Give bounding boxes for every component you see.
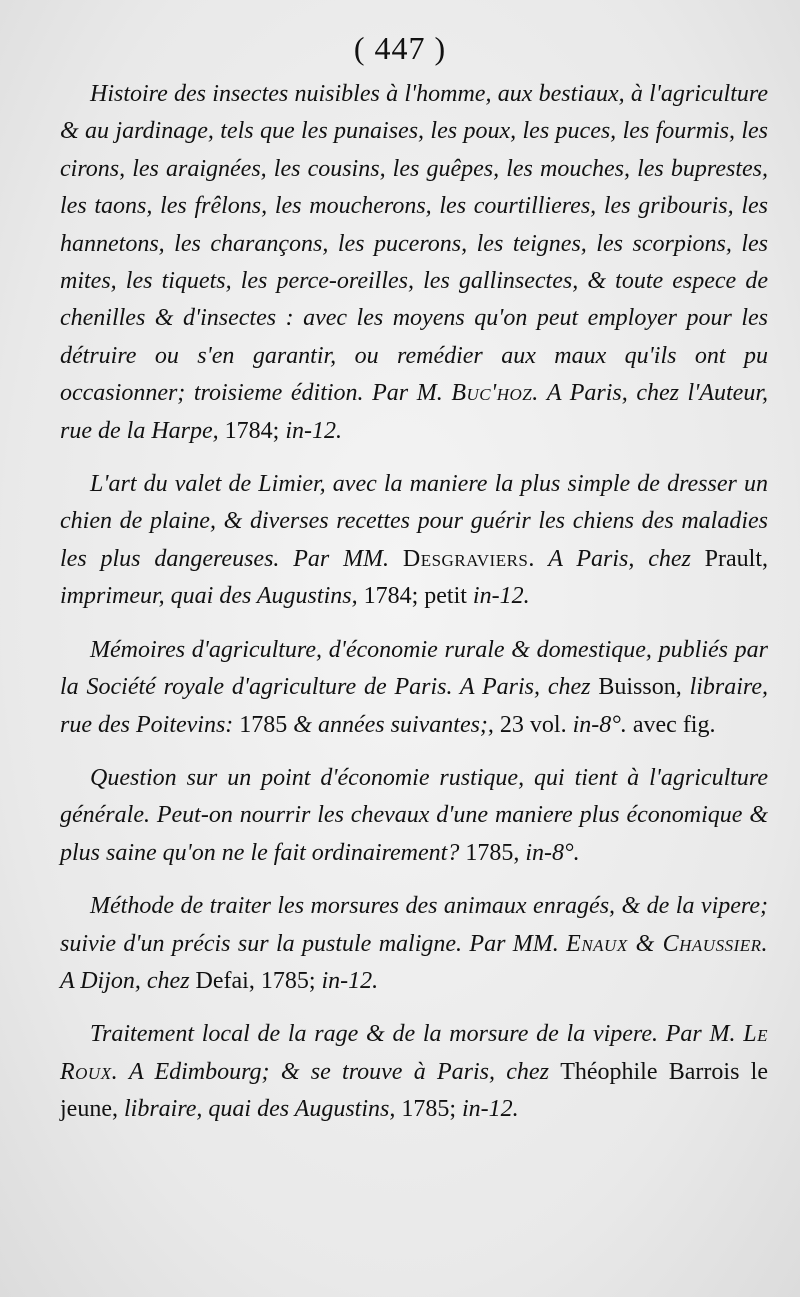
entry-6-imprint-b: libraire, quai des Augustins, [123,1096,396,1123]
entry-1 [60,76,768,450]
entry-6 [60,1016,768,1128]
entry-4-year: 1785, [465,839,520,866]
entry-1-format: in-12. [285,417,342,444]
entry-3-extra: avec fig. [632,711,716,738]
entry-1-year: 1784; [224,417,280,444]
entry-6-publisher: Théophile Barrois le jeune, [60,1058,769,1123]
entry-5-format: in-12. [321,967,379,994]
entry-4-format: in-8°. [525,839,580,866]
entry-3 [60,632,768,744]
entry-5 [60,888,768,1000]
entry-3-format: in-8°. [572,711,627,738]
entry-2-author: Desgraviers. [402,545,535,572]
entry-5-publisher: Defai, [195,967,255,994]
entry-6-imprint: A Edimbourg; & se trouve à Paris, chez [128,1058,549,1085]
entry-3-year: 1785 [239,711,288,738]
entry-2-year: 1784; [363,583,419,610]
entry-2-format-prefix: petit [424,583,467,610]
entry-6-author: Le Roux. [60,1021,768,1085]
entry-1-text: Histoire des insectes nuisibles à l'homme, aux bestiaux, à l'agriculture & au jardinage, tels que les punaises, les poux, les puces, les fourmis, les cirons, les araignées, les cousins, les guêpes, les mouches, les buprestes, les taons, les frêlons, les moucherons, les courtillieres, les gribouris, les hannetons, les charançons, les pucerons, les teignes, les scorpions, les mites, les tiquets, les perce-oreilles, les gallinsectes, & toute espece de chenilles & d'insectes : avec les moyens qu'on peut employer pour les détruire ou s'en garantir, ou remédier aux maux qu'ils ont pu occasionner; troisieme édition. Par M. [60,81,768,407]
entry-6-year: 1785; [401,1096,457,1123]
entry-2-format: in-12. [472,583,530,610]
entry-5-imprint: A Dijon, chez [60,967,190,994]
entry-5-year: 1785; [260,967,316,994]
entry-1-imprint: A Paris, chez l'Auteur, rue de la Harpe, [60,380,769,444]
entry-4-text: Question sur un point d'économie rustique, qui tient à l'agriculture générale. Peut-on nourrir les chevaux d'une maniere plus économique & plus saine qu'on ne le fait ordinairement? [60,764,768,866]
entry-2 [60,466,768,616]
entry-5-text: Méthode de traiter les morsures des animaux enragés, & de la vipere; suivie d'un précis sur la pustule maligne. Par MM. [60,893,768,957]
entry-2-publisher: Prault, [704,545,768,572]
entry-6-text: Traitement local de la rage & de la morsure de la vipere. Par M. [90,1021,736,1048]
entry-3-volumes: 23 vol. [499,711,567,738]
entry-1-author: Buc'hoz. [451,380,539,407]
entry-2-imprint-a: A Paris, chez [548,545,691,572]
entry-3-text: Mémoires d'agriculture, d'économie rurale & domestique, publiés par la Société royale d'agriculture de Paris. A Paris, chez [60,636,768,701]
entry-6-format: in-12. [462,1096,519,1123]
entry-2-imprint-b: imprimeur, quai des Augustins, [60,583,358,610]
entry-4 [60,760,768,872]
entry-3-imprint: libraire, rue des Poitevins: [60,674,769,738]
page-number: ( 447 ) [353,30,447,66]
bibliography-entries [60,76,768,1145]
entry-2-text: L'art du valet de Limier, avec la maniere la plus simple de dresser un chien de plaine, & diverses recettes pour guérir les chiens des maladies les plus dangereuses. Par MM. [60,471,768,572]
entry-3-publisher: Buisson, [598,674,682,701]
entry-5-author: Enaux & Chaussier. [566,930,769,957]
entry-3-imprint-b: & années suivantes;, [293,711,494,738]
